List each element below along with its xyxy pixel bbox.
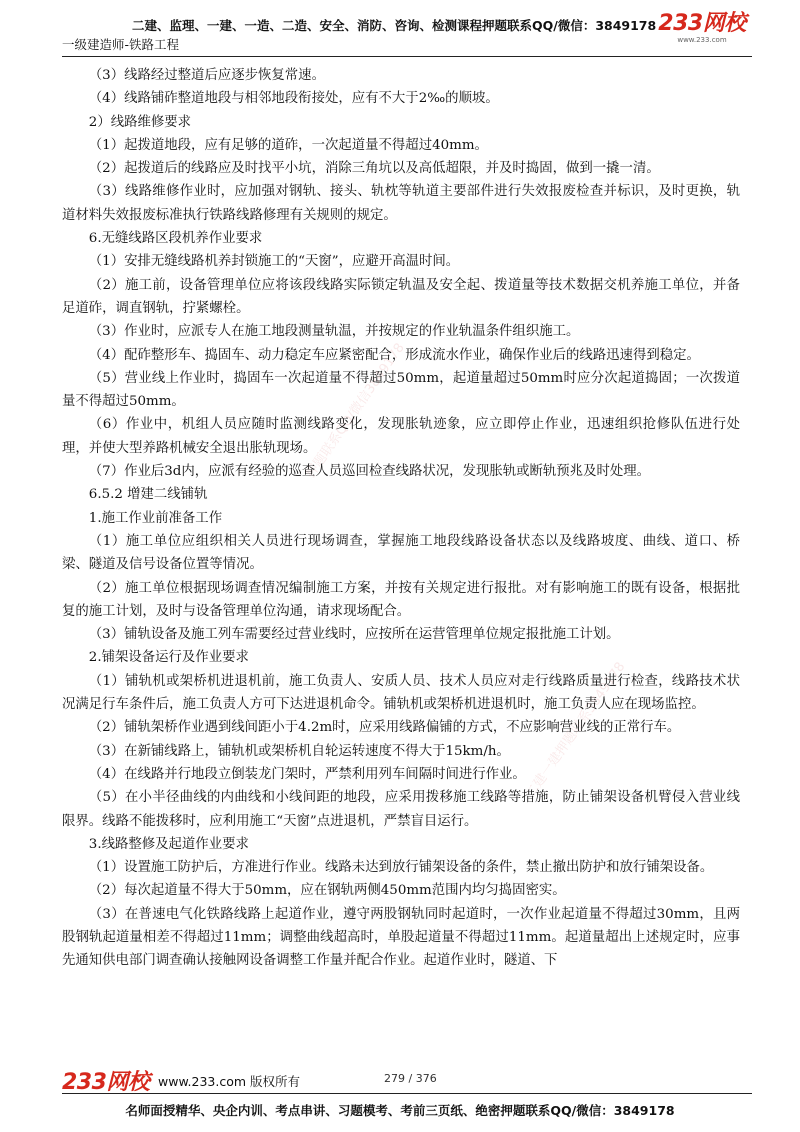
paragraph: （3）在新铺线路上，铺轨机或架桥机自轮运转速度不得大于15km/h。 bbox=[88, 743, 510, 759]
paragraph: （4）配砟整形车、捣固车、动力稳定车应紧密配合，形成流水作业，确保作业后的线路迅速得到稳定。 bbox=[88, 347, 700, 363]
document-body bbox=[62, 64, 740, 973]
paragraph: （7）作业后3d内，应派有经验的巡查人员巡回检查线路状况，发现胀轨或断轨预兆及时处理。 bbox=[88, 464, 651, 480]
footer-promo: 名师面授精华、央企内训、考点串讲、习题模考、考前三页纸、绝密押题联系QQ/微信：3849178 bbox=[125, 1103, 675, 1118]
header-promo: 二建、监理、一建、一造、二造、安全、消防、咨询、检测课程押题联系QQ/微信：3849178 bbox=[132, 18, 657, 33]
paragraph: 2.铺架设备运行及作业要求 bbox=[88, 650, 249, 666]
paragraph: （2）施工单位根据现场调查情况编制施工方案，并按有关规定进行报批。对有影响施工的既有设备，根据批复的施工计划，及时与设备管理单位沟通，请求现场配合。 bbox=[62, 580, 740, 619]
paragraph: （4）在线路并行地段立倒装龙门架时，严禁利用列车间隔时间进行作业。 bbox=[88, 766, 526, 782]
header-logo bbox=[656, 12, 748, 46]
header-subject: 一级建造师-铁路工程 bbox=[62, 37, 180, 52]
paragraph: （3）作业时，应派专人在施工地段测量轨温，并按规定的作业轨温条件组织施工。 bbox=[88, 324, 580, 340]
paragraph: （3）在普速电气化铁路线路上起道作业，遵守两股钢轨同时起道时，一次作业起道量不得超过30mm，且两股钢轨起道量相差不得超过11mm；调整曲线超高时，单股起道量不得超过11mm。起道量超出上述规定时，应事先通知供电部门调查确认接触网设备调整工作量并配合作业。起道作业时，隧道、下 bbox=[62, 906, 740, 969]
paragraph: 6.5.2 增建二线铺轨 bbox=[88, 487, 208, 503]
logo-url: www.233.com bbox=[677, 36, 727, 44]
paragraph: （1）铺轨机或架桥机进退机前，施工负责人、安质人员、技术人员应对走行线路质量进行检查，线路技术状况满足行车条件后，施工负责人方可下达进退机命令。铺轨机或架桥机进退机时，施工负责人应在现场监控。 bbox=[62, 673, 740, 713]
paragraph: （3）线路经过整道后应逐步恢复常速。 bbox=[88, 68, 325, 83]
paragraph: 2）线路维修要求 bbox=[88, 114, 192, 130]
paragraph: 1.施工作业前准备工作 bbox=[88, 510, 223, 526]
page-footer bbox=[62, 1063, 752, 1094]
paragraph: 3.线路整修及起道作业要求 bbox=[88, 836, 249, 852]
paragraph: （1）安排无缝线路机养封锁施工的“天窗”，应避开高温时间。 bbox=[88, 254, 460, 270]
paragraph: （3）铺轨设备及施工列车需要经过营业线时，应按所在运营管理单位规定报批施工计划。 bbox=[88, 627, 620, 643]
paragraph: （2）施工前，设备管理单位应将该段线路实际锁定轨温及安全起、拨道量等技术数据交机养施工单位，并备足道砟，调直钢轨，拧紧螺栓。 bbox=[62, 277, 740, 316]
paragraph: （6）作业中，机组人员应随时监测线路变化，发现胀轨迹象，应立即停止作业，迅速组织抢修队伍进行处理，并使大型养路机械安全退出胀轨现场。 bbox=[62, 417, 740, 456]
paragraph: （1）施工单位应组织相关人员进行现场调查，掌握施工地段线路设备状态以及线路坡度、曲线、道口、桥梁、隧道及信号设备位置等情况。 bbox=[62, 533, 740, 573]
logo-text: 233网校 bbox=[658, 11, 746, 36]
paragraph: （5）在小半径曲线的内曲线和小线间距的地段，应采用拨移施工线路等措施，防止铺架设备机臂侵入营业线限界。线路不能拨移时，应利用施工“天窗”点进退机，严禁盲目运行。 bbox=[62, 790, 740, 829]
footer-logo: 233网校 bbox=[62, 1070, 150, 1095]
paragraph: （1）起拨道地段，应有足够的道砟，一次起道量不得超过40mm。 bbox=[88, 137, 488, 153]
paragraph: 6.无缝线路区段机养作业要求 bbox=[88, 231, 263, 247]
paragraph: （1）设置施工防护后，方准进行作业。线路未达到放行铺架设备的条件，禁止撤出防护和放行铺架设备。 bbox=[88, 860, 714, 876]
watermark-2: 二建一建押题联系3849178 bbox=[523, 659, 629, 801]
paragraph: （5）营业线上作业时，捣固车一次起道量不得超过50mm，起道量超过50mm时应分次起道捣固；一次拨道量不得超过50mm。 bbox=[62, 370, 740, 410]
paragraph: （4）线路铺砟整道地段与相邻地段衔接处，应有不大于2‰的顺坡。 bbox=[88, 91, 499, 107]
paragraph: （2）起拨道后的线路应及时找平小坑，消除三角坑以及高低超限，并及时捣固，做到一撬一清。 bbox=[88, 161, 660, 177]
page-number: 279 / 376 bbox=[384, 1072, 437, 1085]
watermark-1: 押题联系QQ/微信3849178 bbox=[303, 340, 408, 481]
footer-copyright: www.233.com 版权所有 bbox=[158, 1074, 300, 1089]
paragraph: （3）线路维修作业时，应加强对钢轨、接头、轨枕等轨道主要部件进行失效报废检查并标识，及时更换，轨道材料失效报废标准执行铁路线路修理有关规则的规定。 bbox=[62, 184, 740, 223]
paragraph: （2）铺轨架桥作业遇到线间距小于4.2m时，应采用线路偏铺的方式，不应影响营业线的正常行车。 bbox=[88, 720, 681, 736]
page-header bbox=[62, 10, 752, 57]
paragraph: （2）每次起道量不得大于50mm，应在钢轨两侧450mm范围内均匀捣固密实。 bbox=[88, 883, 566, 899]
